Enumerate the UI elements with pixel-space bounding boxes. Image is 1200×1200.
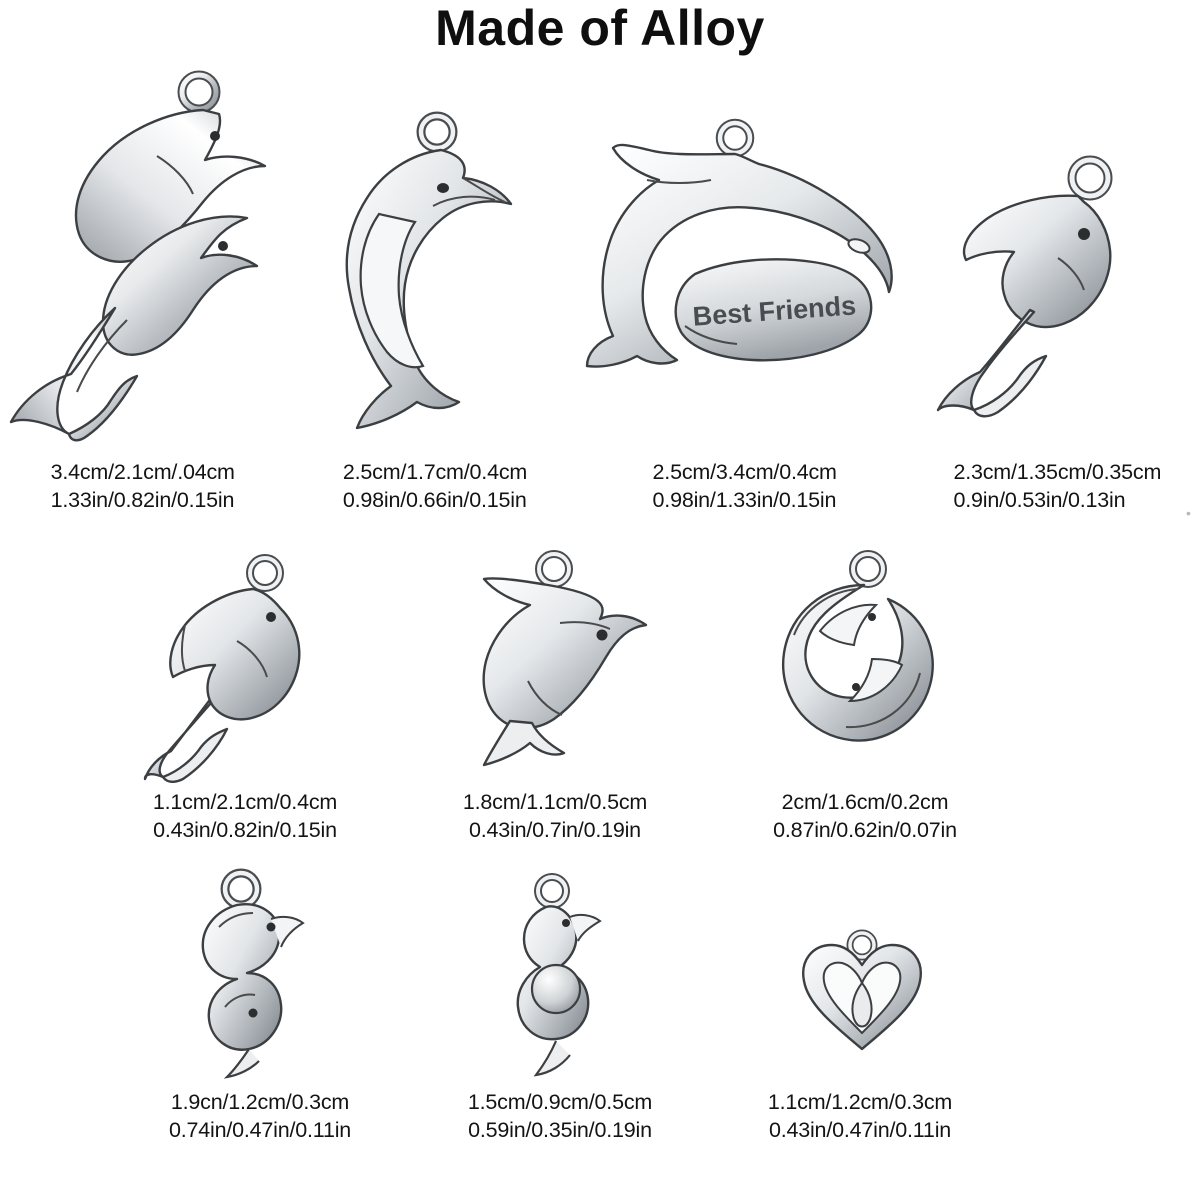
caption-line-in: 0.43in/0.82in/0.15in bbox=[153, 818, 337, 843]
caption-line-in: 0.9in/0.53in/0.13in bbox=[953, 488, 1126, 513]
charm-row-1 bbox=[0, 55, 1200, 515]
charm-grid bbox=[0, 55, 1200, 1145]
corner-artifact: • bbox=[1186, 505, 1191, 521]
caption-line-in: 0.59in/0.35in/0.19in bbox=[468, 1118, 652, 1143]
leaping-dolphin-charm-icon bbox=[315, 70, 565, 450]
caption-line-in: 1.33in/0.82in/0.15in bbox=[50, 488, 235, 513]
caption-line-in: 0.43in/0.47in/0.11in bbox=[768, 1118, 952, 1143]
charm-cell[interactable] bbox=[710, 867, 1010, 1145]
charm-caption bbox=[773, 788, 957, 845]
charm-caption bbox=[51, 458, 235, 515]
charm-cell[interactable] bbox=[710, 547, 1020, 845]
charm-cell[interactable] bbox=[400, 547, 710, 845]
charm-caption bbox=[653, 458, 837, 515]
caption-line-cm: 1.8cm/1.1cm/0.5cm bbox=[462, 789, 648, 814]
circle-dolphins-charm-icon bbox=[760, 547, 970, 782]
caption-line-cm: 2.5cm/3.4cm/0.4cm bbox=[652, 459, 837, 484]
jumping-dolphin-charm-icon bbox=[450, 547, 660, 782]
page-title: Made of Alloy bbox=[435, 0, 765, 56]
charm-cell[interactable] bbox=[110, 867, 410, 1145]
charm-caption bbox=[343, 458, 527, 515]
caption-line-in: 0.98in/0.66in/0.15in bbox=[342, 488, 527, 513]
charm-cell[interactable] bbox=[410, 867, 710, 1145]
small-dolphin-charm-icon bbox=[938, 70, 1168, 450]
charm-caption bbox=[169, 1088, 351, 1145]
charm-cell[interactable] bbox=[293, 70, 586, 515]
charm-caption bbox=[953, 458, 1161, 515]
caption-line-in: 0.74in/0.47in/0.11in bbox=[168, 1118, 352, 1143]
dolphin-with-ball-charm-icon bbox=[480, 867, 640, 1082]
twin-curved-dolphins-charm-icon bbox=[175, 867, 345, 1082]
caption-line-in: 0.43in/0.7in/0.19in bbox=[469, 818, 641, 843]
dolphin-heart-charm-icon bbox=[780, 867, 940, 1082]
charm-caption bbox=[768, 1088, 952, 1145]
charm-row-3 bbox=[0, 845, 1200, 1145]
double-dolphin-charm-icon bbox=[7, 70, 287, 450]
charm-cell[interactable] bbox=[907, 70, 1200, 515]
caption-line-cm: 2cm/1.6cm/0.2cm bbox=[781, 789, 949, 814]
charm-cell[interactable] bbox=[587, 70, 907, 515]
caption-line-cm: 1.1cm/2.1cm/0.4cm bbox=[152, 789, 338, 814]
caption-line-cm: 1.9cn/1.2cm/0.3cm bbox=[170, 1089, 350, 1114]
charm-cell[interactable] bbox=[90, 547, 400, 845]
charm-caption bbox=[463, 788, 647, 845]
charm-row-2 bbox=[0, 515, 1200, 845]
caption-line-in: 0.98in/1.33in/0.15in bbox=[652, 488, 837, 513]
caption-line-cm: 2.5cm/1.7cm/0.4cm bbox=[342, 459, 528, 484]
charm-caption bbox=[153, 788, 337, 845]
caption-line-cm: 2.3cm/1.35cm/0.35cm bbox=[953, 459, 1162, 484]
caption-line-cm: 1.1cm/1.2cm/0.3cm bbox=[767, 1089, 953, 1114]
caption-line-cm: 1.5cm/0.9cm/0.5cm bbox=[467, 1089, 653, 1114]
best-friends-dolphin-charm-icon bbox=[587, 70, 907, 450]
engraved-text: Best Friends bbox=[691, 290, 857, 332]
caption-line-in: 0.87in/0.62in/0.07in bbox=[773, 818, 957, 843]
charm-caption bbox=[468, 1088, 652, 1145]
charm-cell[interactable] bbox=[0, 70, 293, 515]
caption-line-cm: 3.4cm/2.1cm/.04cm bbox=[50, 459, 235, 484]
arched-dolphin-charm-icon bbox=[145, 547, 345, 782]
